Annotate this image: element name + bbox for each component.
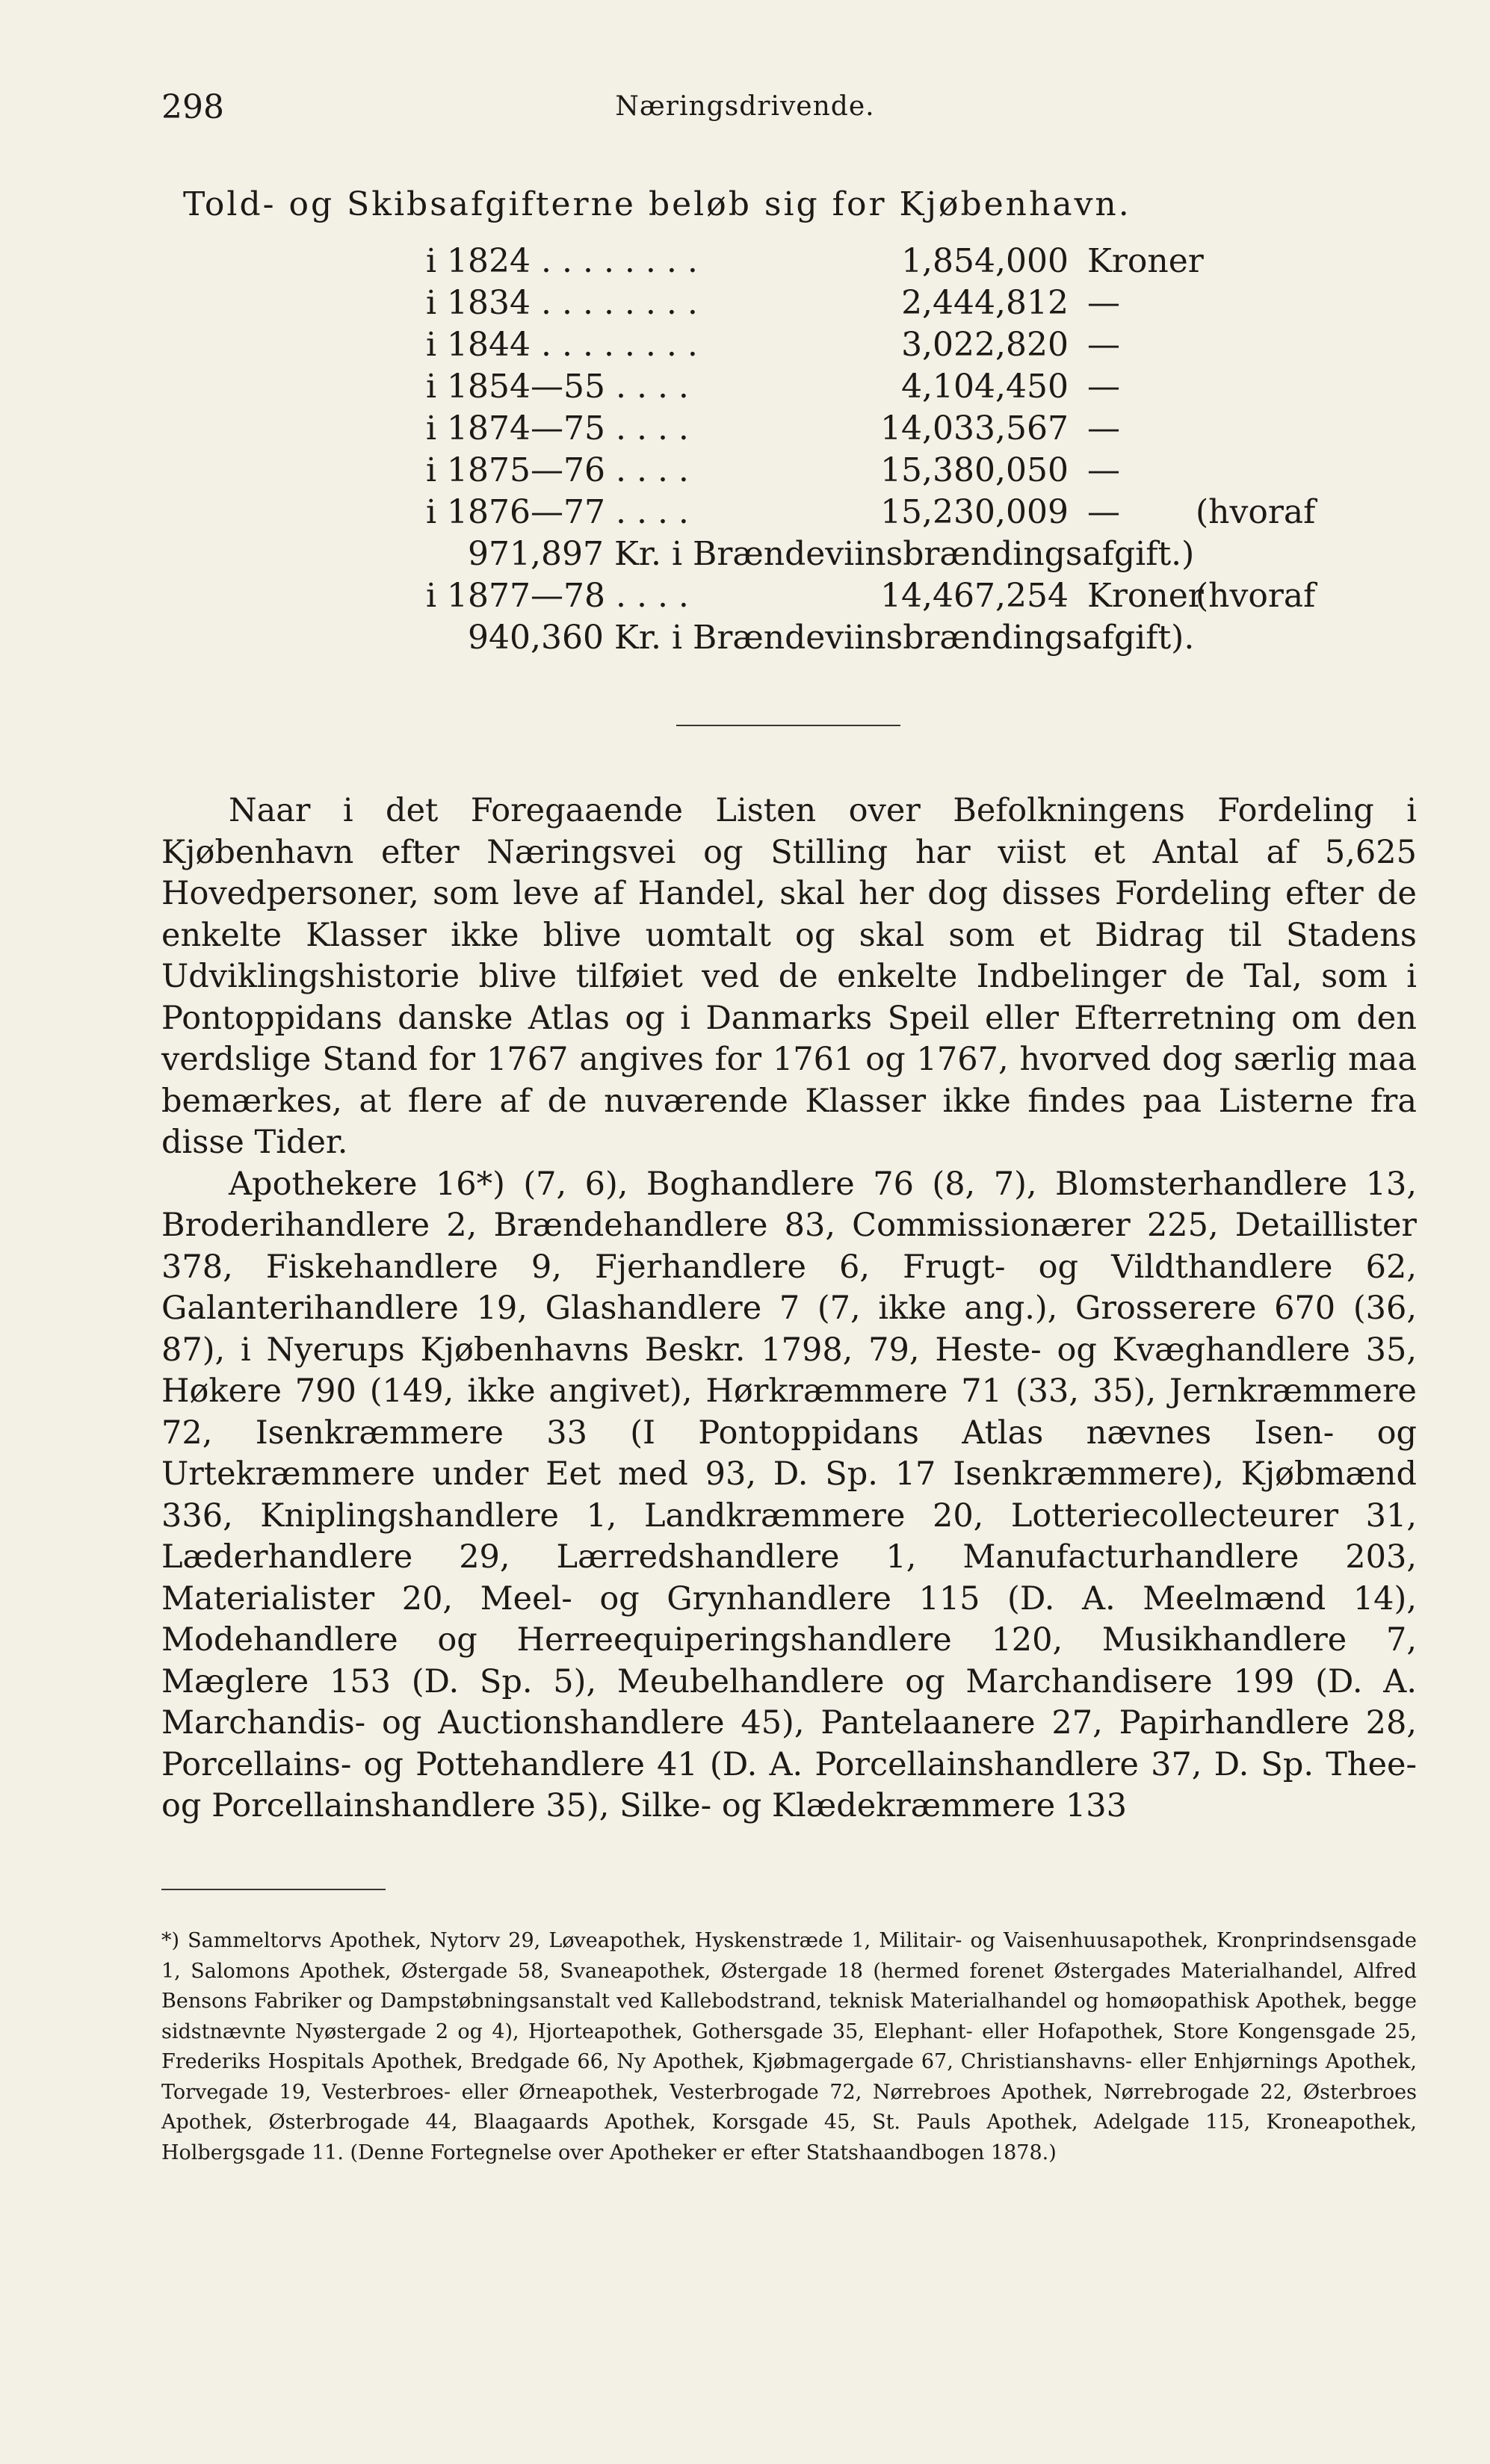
revenue-unit: — <box>1087 326 1120 364</box>
revenue-amount: 14,033,567 <box>880 409 1069 448</box>
revenue-amount: 2,444,812 <box>901 284 1069 322</box>
revenue-period: i 1834 . . . . . . . . <box>426 284 698 322</box>
revenue-period: i 1877—78 . . . . <box>426 577 689 615</box>
revenue-period: i 1824 . . . . . . . . <box>426 242 698 280</box>
revenue-amount: 15,230,009 <box>880 493 1069 531</box>
page-header <box>161 88 1329 140</box>
revenue-amount: 3,022,820 <box>901 326 1069 364</box>
section-divider <box>676 725 900 726</box>
running-title: Næringsdrivende. <box>615 91 875 122</box>
revenue-period: i 1854—55 . . . . <box>426 368 689 406</box>
footnote-divider <box>161 1889 386 1890</box>
revenue-unit: — <box>1087 493 1120 531</box>
revenue-unit: — <box>1087 451 1120 489</box>
revenue-amount: 1,854,000 <box>901 242 1069 280</box>
page-number: 298 <box>161 88 224 126</box>
revenue-amount: 4,104,450 <box>901 368 1069 406</box>
revenue-unit: — <box>1087 284 1120 322</box>
revenue-period: i 1876—77 . . . . <box>426 493 689 531</box>
revenue-period: i 1875—76 . . . . <box>426 451 689 489</box>
revenue-unit: — <box>1087 409 1120 448</box>
table-heading: Told- og Skibsafgifterne beløb sig for Kjøbenhavn. <box>183 185 1131 223</box>
footnote: *) Sammeltorvs Apothek, Nytorv 29, Løveapothek, Hyskenstræde 1, Militair- og Vaisenhuusapothek, Kronprindsensgade 1, Salomons Apothek, Østergade 58, Svaneapothek, Østergade 18 (hermed forenet Østergades Materialhandel, Alfred Bensons Fabriker og Dampstøbningsanstalt ved Kallebodstrand, teknisk Materialhandel og homøopathisk Apothek, begge sidstnævnte Nyøstergade 2 og 4), Hjorteapothek, Gothersgade 35, Elephant- eller Hofapothek, Store Kongensgade 25, Frederiks Hospitals Apothek, Bredgade 66, Ny Apothek, Kjøbmagergade 67, Christianshavns- eller Enhjørnings Apothek, Torvegade 19, Vesterbroes- eller Ørneapothek, Vesterbrogade 72, Nørrebroes Apothek, Nørrebrogade 22, Østerbroes Apothek, Østerbrogade 44, Blaagaards Apothek, Korsgade 45, St. Pauls Apothek, Adelgade 115, Kroneapothek, Holbergsgade 11. (Denne Fortegnelse over Apotheker er efter Statshaandbogen 1878.) <box>161 1929 1417 2164</box>
body-paragraph: Apothekere 16*) (7, 6), Boghandlere 76 (8, 7), Blomsterhandlere 13, Broderihandlere 2, Brændehandlere 83, Commissionærer 225, Detaillister 378, Fiskehandlere 9, Fjerhandlere 6, Frugt- og Vildthandlere 62, Galanterihandlere 19, Glashandlere 7 (7, ikke ang.), Grosserere 670 (36, 87), i Nyerups Kjøbenhavns Beskr. 1798, 79, Heste- og Kvæghandlere 35, Høkere 790 (149, ikke angivet), Hørkræmmere 71 (33, 35), Jernkræmmere 72, Isenkræmmere 33 (I Pontoppidans Atlas nævnes Isen- og Urtekræmmere under Eet med 93, D. Sp. 17 Isenkræmmere), Kjøbmænd 336, Kniplingshandlere 1, Landkræmmere 20, Lotteriecollecteurer 31, Læderhandlere 29, Lærredshandlere 1, Manufacturhandlere 203, Materialister 20, Meel- og Grynhandlere 115 (D. A. Meelmænd 14), Modehandlere og Herreequiperingshandlere 120, Musikhandlere 7, Mæglere 153 (D. Sp. 5), Meubelhandlere og Marchandisere 199 (D. A. Marchandis- og Auctionshandlere 45), Pantelaanere 27, Papirhandlere 28, Porcellains- og Pottehandlere 41 (D. A. Porcellainshandlere 37, D. Sp. Thee- og Porcellainshandlere 35), Silke- og Klædekræmmere 133 <box>161 1165 1417 1824</box>
body-paragraph: Naar i det Foregaaende Listen over Befolkningens Fordeling i Kjøbenhavn efter Næringsvei og Stilling har viist et Antal af 5,625 Hovedpersoner, som leve af Handel, skal her dog disses Fordeling efter de enkelte Klasser ikke blive uomtalt og skal som et Bidrag til Stadens Udviklingshistorie blive tilføiet ved de enkelte Indbelinger de Tal, som i Pontoppidans danske Atlas og i Danmarks Speil eller Efterretning om den verdslige Stand for 1767 angives for 1761 og 1767, hvorved dog særlig maa bemærkes, at flere af de nuværende Klasser ikke findes paa Listerne fra disse Tider. <box>161 792 1417 1161</box>
revenue-amount: 14,467,254 <box>880 577 1069 615</box>
revenue-note: (hvoraf <box>1196 493 1316 531</box>
revenue-note: (hvoraf <box>1196 577 1316 615</box>
body-text <box>161 790 1417 1827</box>
revenue-period: i 1844 . . . . . . . . <box>426 326 698 364</box>
revenue-continuation-text: 940,360 Kr. i Brændeviinsbrændingsafgift). <box>468 619 1195 657</box>
revenue-amount: 15,380,050 <box>880 451 1069 489</box>
revenue-unit: — <box>1087 368 1120 406</box>
revenue-unit: Kroner <box>1087 577 1204 615</box>
revenue-continuation-text: 971,897 Kr. i Brændeviinsbrændingsafgift.) <box>468 535 1195 573</box>
revenue-period: i 1874—75 . . . . <box>426 409 689 448</box>
revenue-unit: Kroner <box>1087 242 1204 280</box>
